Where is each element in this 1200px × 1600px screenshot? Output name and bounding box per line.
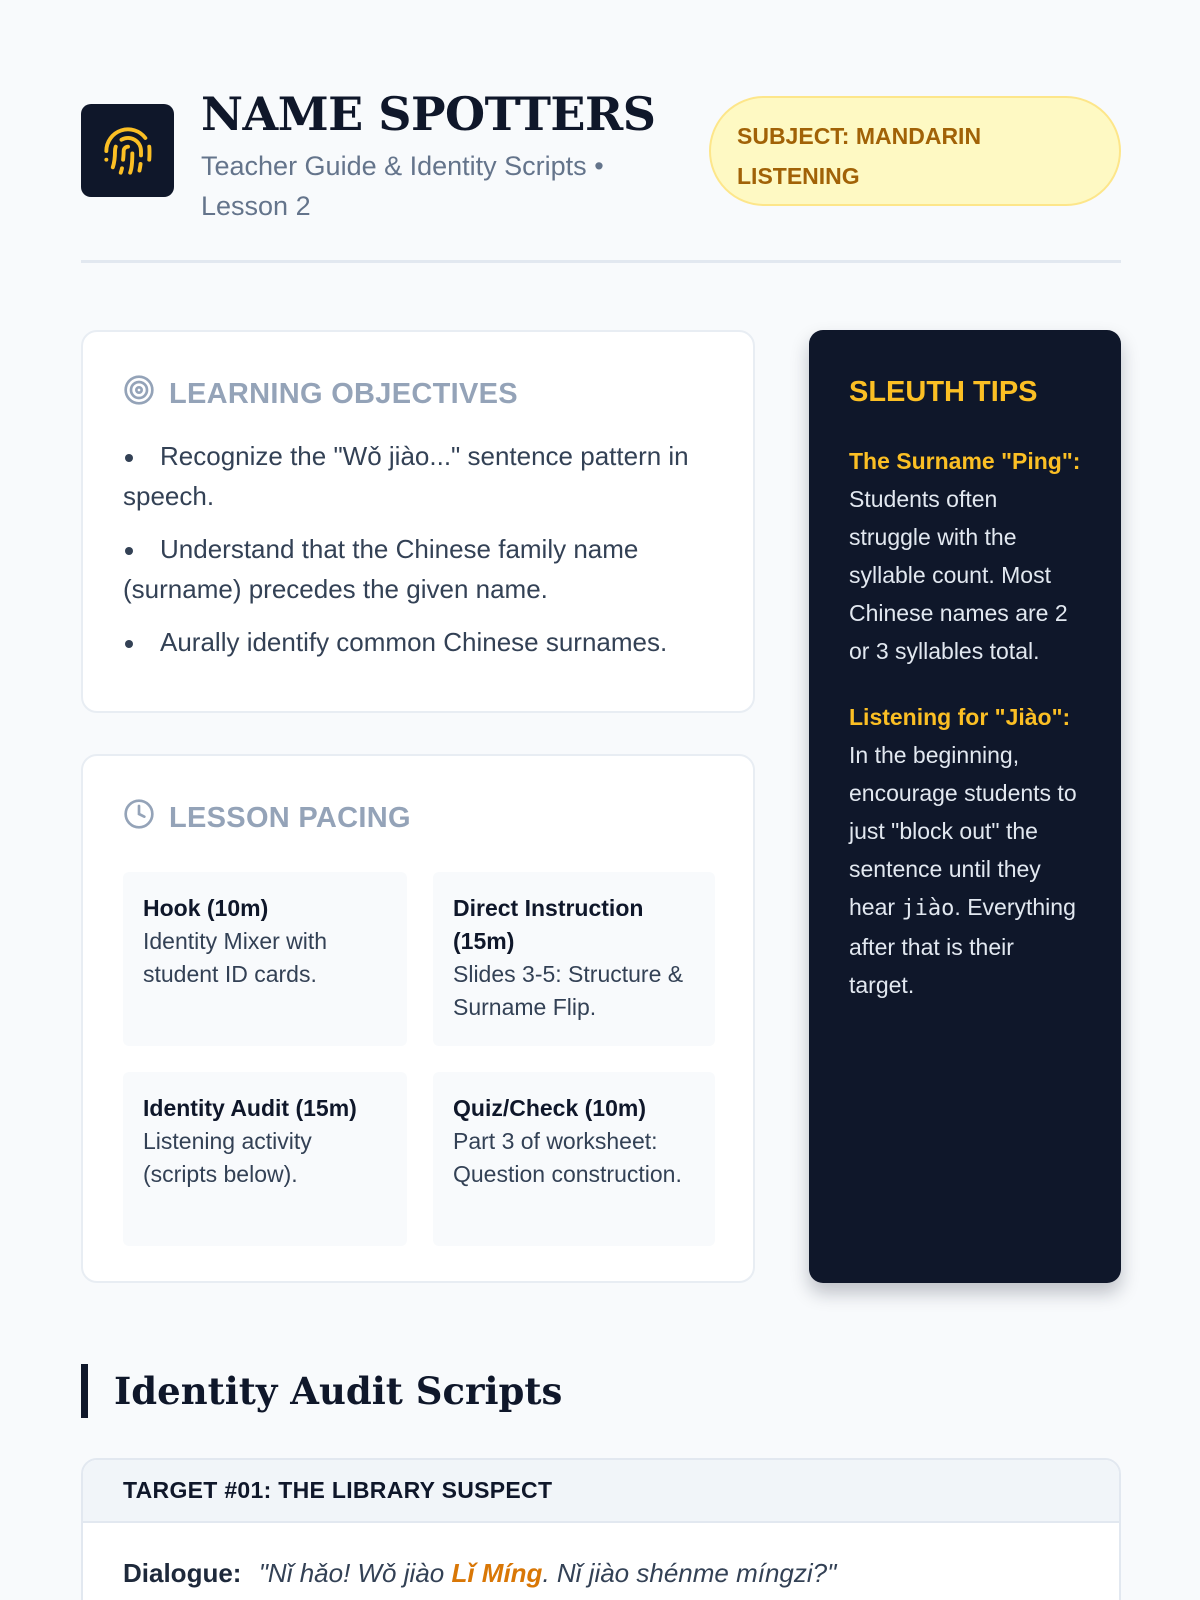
dialogue-after: . Nǐ jiào shénme míngzi?" xyxy=(542,1558,837,1588)
pacing-block xyxy=(123,1072,407,1246)
pacing-block-title: Quiz/Check (10m) xyxy=(453,1095,646,1121)
objective-item: Aurally identify common Chinese surnames. xyxy=(123,622,713,662)
page-subtitle: Teacher Guide & Identity Scripts • Lesson 2 xyxy=(201,151,604,221)
script-dialogue xyxy=(83,1523,1119,1593)
pacing-heading-label: LESSON PACING xyxy=(169,801,411,834)
target-icon xyxy=(123,374,155,414)
clock-icon xyxy=(123,798,155,838)
objective-item: Recognize the "Wǒ jiào..." sentence pattern in speech. xyxy=(123,436,713,516)
pacing-block xyxy=(433,1072,715,1246)
lesson-pacing-card xyxy=(81,754,755,1283)
tip-label: Listening for "Jiào": xyxy=(849,704,1071,730)
header xyxy=(81,87,1121,221)
dialogue-before: "Nǐ hǎo! Wǒ jiào xyxy=(258,1558,452,1588)
objectives-heading-label: LEARNING OBJECTIVES xyxy=(169,377,518,410)
tip-text-after: . Everything after that is their target. xyxy=(849,894,1076,998)
pacing-heading xyxy=(123,798,713,838)
pacing-block-title: Hook (10m) xyxy=(143,895,269,921)
script-card xyxy=(81,1458,1121,1600)
tip-text: Students often struggle with the syllable count. Most Chinese names are 2 or 3 syllables total. xyxy=(849,486,1068,664)
subject-badge: SUBJECT: MANDARIN LISTENING xyxy=(709,96,1121,206)
scripts-heading: Identity Audit Scripts xyxy=(81,1364,562,1418)
pacing-block xyxy=(123,872,407,1046)
pacing-block xyxy=(433,872,715,1046)
dialogue-label: Dialogue: xyxy=(123,1558,242,1588)
objective-item: Understand that the Chinese family name (surname) precedes the given name. xyxy=(123,529,713,609)
pacing-block-title: Identity Audit (15m) xyxy=(143,1095,357,1121)
tip-code: jiào xyxy=(901,896,955,921)
header-divider xyxy=(81,260,1121,263)
objectives-heading xyxy=(123,374,713,414)
tip-item xyxy=(849,698,1081,1004)
tip-item xyxy=(849,442,1081,670)
title-block xyxy=(201,88,671,226)
dialogue-quote xyxy=(259,1558,837,1588)
pacing-block-desc: Slides 3-5: Structure & Surname Flip. xyxy=(453,961,684,1020)
learning-objectives-card xyxy=(81,330,755,713)
pacing-grid xyxy=(123,872,713,1246)
tip-label: The Surname "Ping": xyxy=(849,448,1081,474)
pacing-block-desc: Part 3 of worksheet: Question construction. xyxy=(453,1128,682,1187)
fingerprint-icon xyxy=(81,104,174,197)
tips-heading: SLEUTH TIPS xyxy=(849,376,1038,408)
tip-text: In the beginning, encourage students to just "block out" the sentence until they hear xyxy=(849,742,1077,920)
pacing-block-desc: Identity Mixer with student ID cards. xyxy=(143,928,328,987)
objectives-list xyxy=(123,436,713,662)
pacing-block-desc: Listening activity (scripts below). xyxy=(143,1128,312,1187)
target-name: Lǐ Míng xyxy=(451,1558,543,1588)
pacing-block-title: Direct Instruction (15m) xyxy=(453,895,644,954)
page-title: NAME SPOTTERS xyxy=(201,87,656,141)
sleuth-tips-panel xyxy=(809,330,1121,1283)
script-title: TARGET #01: THE LIBRARY SUSPECT xyxy=(83,1460,1119,1523)
